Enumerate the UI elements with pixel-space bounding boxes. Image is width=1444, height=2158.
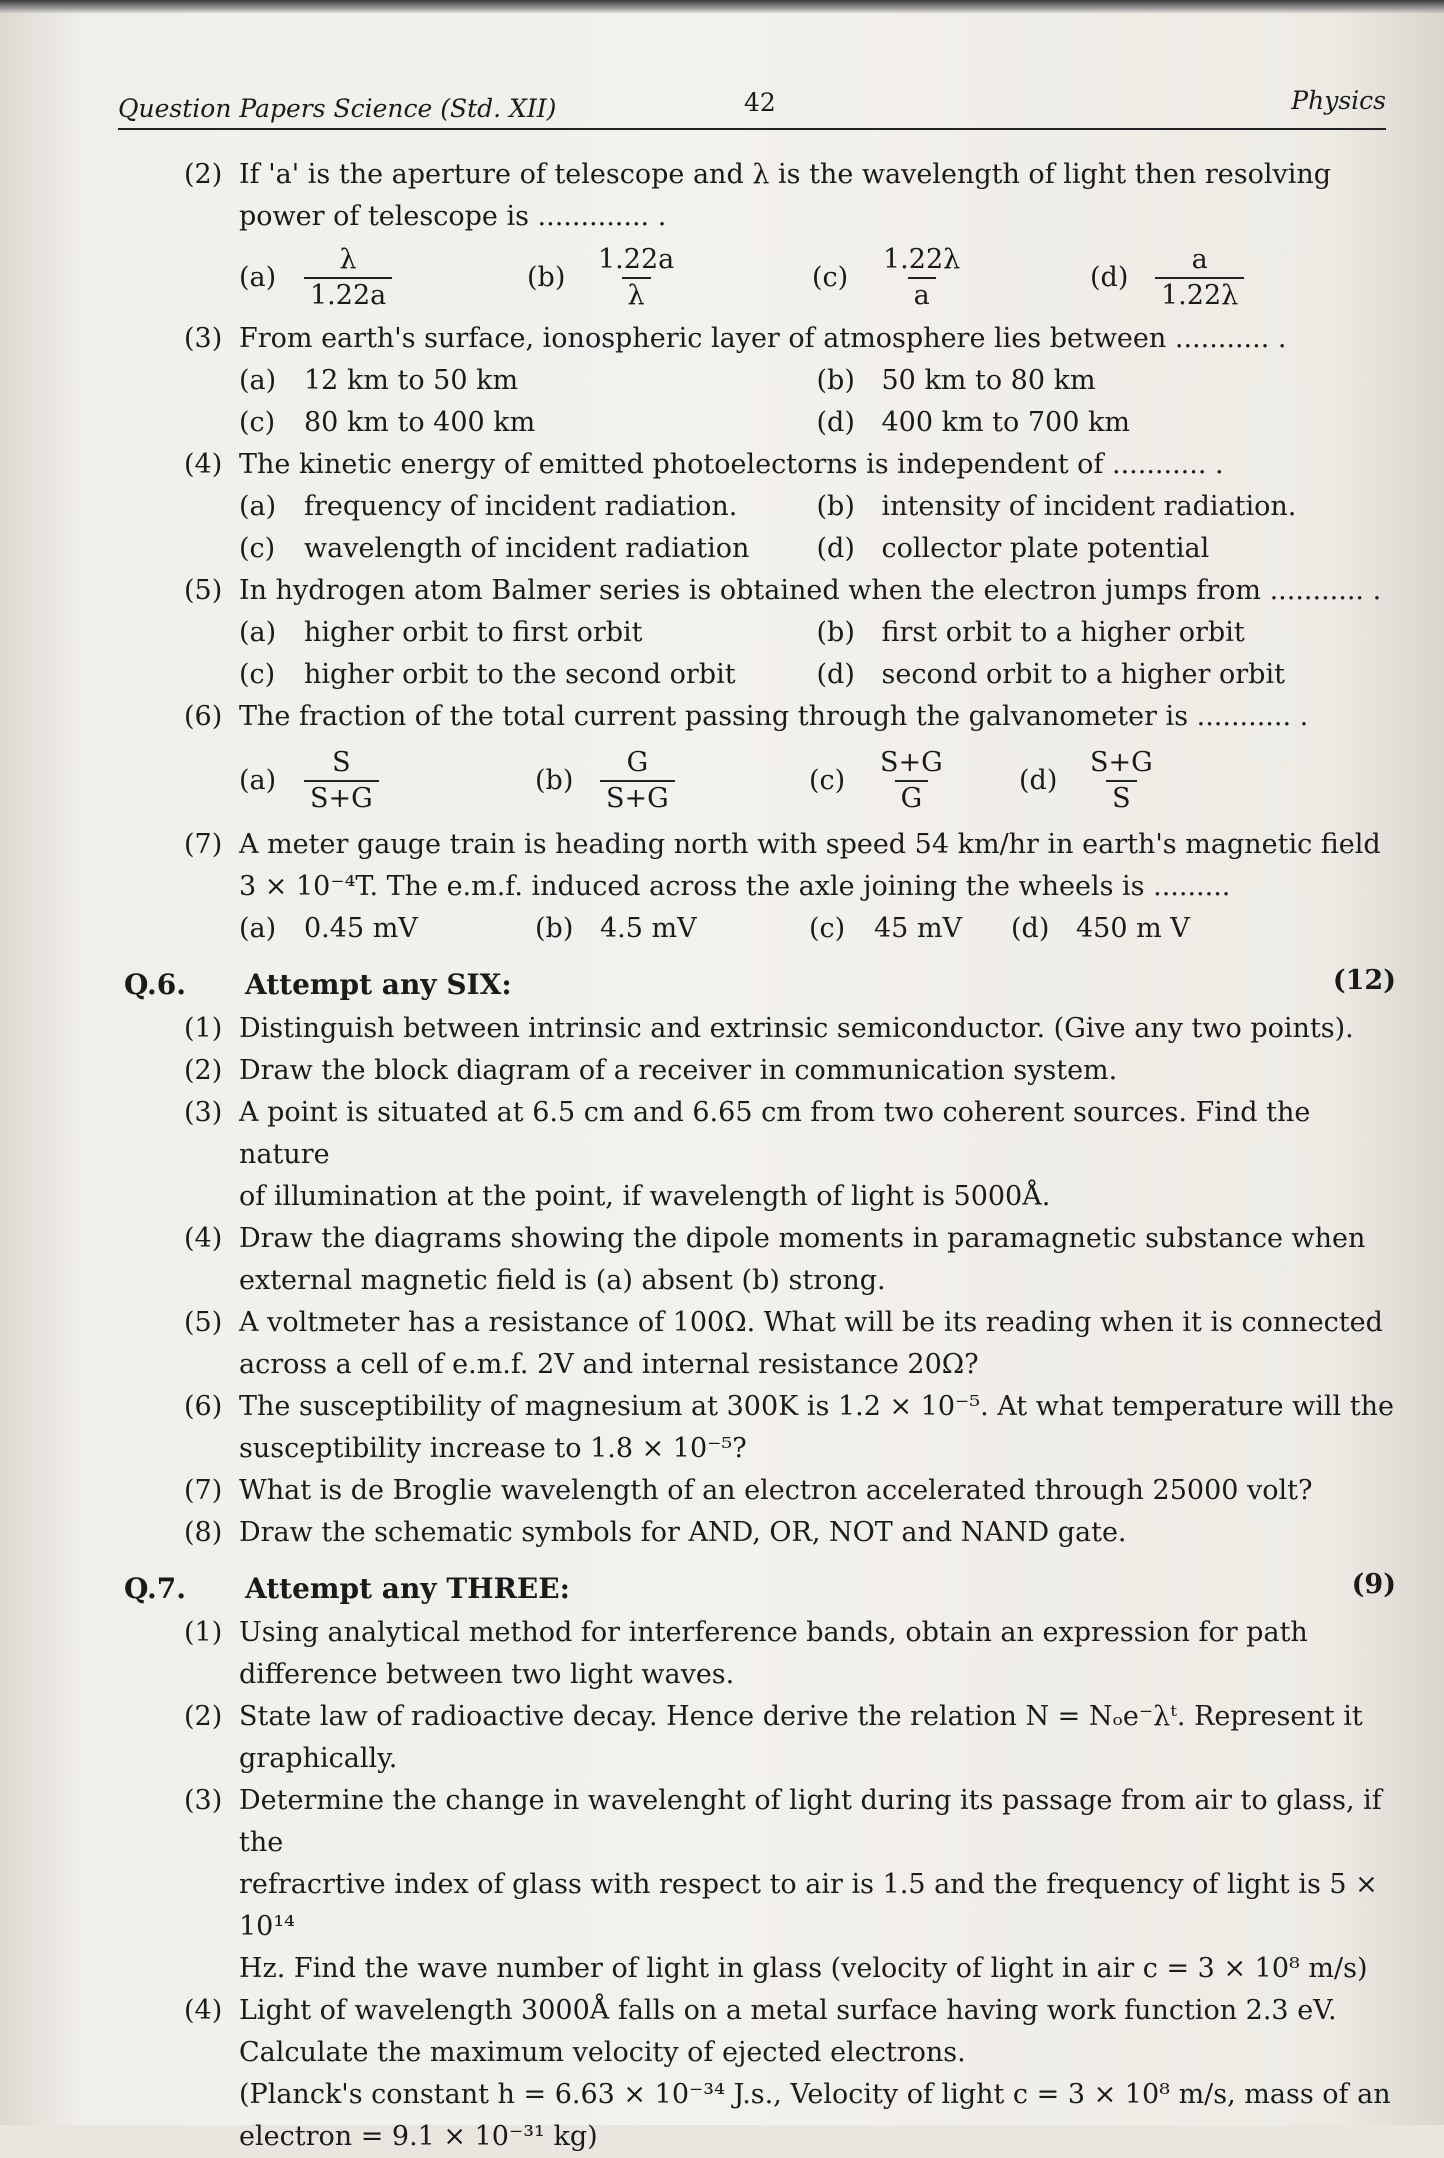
denominator: G (895, 780, 929, 816)
option (239, 654, 817, 696)
book-title: Question Papers Science (Std. XII) (118, 94, 557, 123)
item-line: A meter gauge train is heading north with speed 54 km/hr in earth's magnetic field (239, 829, 1381, 860)
question-item (184, 1780, 1394, 1990)
option-label: (d) (1011, 913, 1050, 944)
fraction-options (239, 738, 1394, 824)
option (1090, 243, 1244, 313)
option-label: (b) (527, 262, 566, 293)
section-title: Attempt any THREE: (245, 1572, 570, 1605)
denominator: λ (622, 277, 651, 313)
numerator: S+G (1090, 747, 1153, 778)
option (1019, 746, 1159, 816)
options (239, 908, 1394, 950)
question-item (184, 1470, 1394, 1512)
item-number: (2) (184, 159, 223, 190)
options (239, 486, 1394, 570)
option-text: 450 m V (1076, 913, 1190, 944)
fraction-options (239, 238, 1394, 318)
option-text: higher orbit to the second orbit (304, 659, 736, 690)
option-label: (b) (816, 365, 855, 396)
mcq-item (184, 696, 1394, 738)
mcq-item (184, 570, 1394, 612)
option-label: (c) (809, 913, 846, 944)
numerator: λ (339, 244, 357, 275)
option (527, 243, 812, 313)
item-number: (7) (184, 1475, 223, 1506)
option-text: frequency of incident radiation. (304, 491, 738, 522)
item-line: Light of wavelength 3000Å falls on a metal surface having work function 2.3 eV. (239, 1995, 1337, 2026)
item-line: Draw the block diagram of a receiver in communication system. (239, 1055, 1118, 1086)
option (239, 746, 535, 816)
option (535, 746, 809, 816)
mcq-item (184, 824, 1394, 908)
option-text: 80 km to 400 km (304, 407, 536, 438)
option-label: (b) (816, 491, 855, 522)
item-number: (1) (184, 1013, 223, 1044)
option-text: 0.45 mV (304, 913, 418, 944)
item-line: From earth's surface, ionospheric layer of atmosphere lies between ........... . (239, 323, 1287, 354)
question-item (184, 1386, 1394, 1470)
option (809, 746, 1019, 816)
item-line: power of telescope is ............. . (239, 201, 667, 232)
option (809, 908, 1011, 950)
option (239, 360, 817, 402)
item-line: State law of radioactive decay. Hence derive the relation N = Nₒe⁻λᵗ. Represent it (239, 1701, 1363, 1732)
item-line: Determine the change in wavelenght of light during its passage from air to glass, if the (239, 1785, 1382, 1858)
denominator: 1.22λ (1155, 277, 1244, 313)
option (535, 908, 809, 950)
fraction (874, 746, 949, 816)
item-line: A point is situated at 6.5 cm and 6.65 cm from two coherent sources. Find the nature (239, 1097, 1311, 1170)
option (817, 654, 1395, 696)
subject-name: Physics (1291, 86, 1386, 115)
option-label: (d) (816, 533, 855, 564)
item-line: What is de Broglie wavelength of an electron accelerated through 25000 volt? (239, 1475, 1313, 1506)
question-item (184, 1302, 1394, 1386)
question-item (184, 1612, 1394, 1696)
numerator: S+G (880, 747, 943, 778)
option-label: (c) (239, 407, 276, 438)
item-line: The susceptibility of magnesium at 300K is 1.2 × 10⁻⁵. At what temperature will the (239, 1391, 1394, 1422)
page-edge-shadow (0, 0, 1444, 14)
option-label: (a) (239, 491, 277, 522)
option-text: 4.5 mV (600, 913, 697, 944)
item-line: In hydrogen atom Balmer series is obtained when the electron jumps from ........... . (239, 575, 1382, 606)
option-label: (d) (1019, 765, 1058, 796)
option-label: (c) (239, 659, 276, 690)
denominator: S (1106, 780, 1137, 816)
item-line: across a cell of e.m.f. 2V and internal resistance 20Ω? (239, 1349, 979, 1380)
mcq-item (184, 154, 1394, 238)
option-label: (c) (239, 533, 276, 564)
item-number: (4) (184, 449, 223, 480)
question-item (184, 1008, 1394, 1050)
denominator: 1.22a (304, 277, 392, 313)
fraction (304, 746, 379, 816)
option (239, 528, 817, 570)
item-line: 3 × 10⁻⁴T. The e.m.f. induced across the axle joining the wheels is ......... (239, 871, 1231, 902)
item-number: (3) (184, 323, 223, 354)
mcq-item (184, 318, 1394, 360)
item-number: (1) (184, 1617, 223, 1648)
numerator: 1.22λ (883, 244, 961, 275)
marks: (9) (1351, 1569, 1396, 1600)
options (239, 360, 1394, 444)
option-label: (b) (535, 765, 574, 796)
option-label: (a) (239, 617, 277, 648)
option (812, 243, 1090, 313)
item-number: (5) (184, 575, 223, 606)
option-label: (a) (239, 262, 277, 293)
section-title: Attempt any SIX: (245, 968, 512, 1001)
item-line: difference between two light waves. (239, 1659, 735, 1690)
option-label: (a) (239, 765, 277, 796)
option-text: second orbit to a higher orbit (881, 659, 1285, 690)
option-text: intensity of incident radiation. (881, 491, 1297, 522)
numerator: S (332, 747, 351, 778)
fraction (1084, 746, 1159, 816)
option-text: wavelength of incident radiation (304, 533, 750, 564)
item-number: (6) (184, 701, 223, 732)
page-header (118, 84, 1386, 132)
item-line: Distinguish between intrinsic and extrinsic semiconductor. (Give any two points). (239, 1013, 1354, 1044)
item-number: (2) (184, 1055, 223, 1086)
item-line: The fraction of the total current passing through the galvanometer is ........... . (239, 701, 1309, 732)
item-number: (6) (184, 1391, 223, 1422)
item-line: Calculate the maximum velocity of ejected electrons. (239, 2037, 966, 2068)
fraction (1155, 243, 1244, 313)
fraction (592, 243, 680, 313)
section-heading-q6 (118, 962, 1394, 1008)
item-number: (4) (184, 1223, 223, 1254)
item-line: (Planck's constant h = 6.63 × 10⁻³⁴ J.s., Velocity of light c = 3 × 10⁸ m/s, mass of an (239, 2079, 1391, 2110)
option (817, 612, 1395, 654)
option-label: (c) (812, 262, 849, 293)
mcq-item (184, 444, 1394, 486)
item-line: The kinetic energy of emitted photoelectorns is independent of ........... . (239, 449, 1224, 480)
question-item (184, 1218, 1394, 1302)
option-label: (b) (535, 913, 574, 944)
option-label: (d) (1090, 262, 1129, 293)
option-label: (a) (239, 365, 277, 396)
denominator: a (908, 277, 936, 313)
option (239, 402, 817, 444)
option (817, 360, 1395, 402)
option-text: 400 km to 700 km (881, 407, 1130, 438)
item-line: refracrtive index of glass with respect to air is 1.5 and the frequency of light is 5 × 10¹⁴ (239, 1869, 1378, 1942)
item-number: (4) (184, 1995, 223, 2026)
item-line: electron = 9.1 × 10⁻³¹ kg) (239, 2121, 598, 2152)
question-number: Q.7. (124, 1572, 186, 1605)
option-text: higher orbit to first orbit (304, 617, 643, 648)
item-line: of illumination at the point, if wavelength of light is 5000Å. (239, 1181, 1051, 1212)
option-label: (a) (239, 913, 277, 944)
option (1011, 908, 1190, 950)
option-label: (d) (816, 659, 855, 690)
question-content (118, 140, 1394, 2158)
item-number: (8) (184, 1517, 223, 1548)
item-number: (3) (184, 1097, 223, 1128)
option (817, 486, 1395, 528)
option (239, 486, 817, 528)
item-number: (7) (184, 829, 223, 860)
numerator: a (1191, 244, 1208, 275)
item-line: A voltmeter has a resistance of 100Ω. What will be its reading when it is connected (239, 1307, 1383, 1338)
item-number: (3) (184, 1785, 223, 1816)
option (239, 243, 527, 313)
question-item (184, 1512, 1394, 1554)
item-line: susceptibility increase to 1.8 × 10⁻⁵? (239, 1433, 747, 1464)
denominator: S+G (600, 780, 675, 816)
item-line: Draw the schematic symbols for AND, OR, NOT and NAND gate. (239, 1517, 1127, 1548)
option-text: 45 mV (874, 913, 963, 944)
item-line: If 'a' is the aperture of telescope and λ is the wavelength of light then resolving (239, 159, 1332, 190)
numerator: 1.22a (598, 244, 675, 275)
option-label: (d) (816, 407, 855, 438)
option-label: (c) (809, 765, 846, 796)
item-number: (2) (184, 1701, 223, 1732)
item-line: external magnetic field is (a) absent (b) strong. (239, 1265, 886, 1296)
question-item (184, 1696, 1394, 1780)
header-rule (118, 128, 1386, 130)
option-text: 12 km to 50 km (304, 365, 519, 396)
marks: (12) (1332, 965, 1396, 996)
fraction (877, 243, 966, 313)
item-line: Draw the diagrams showing the dipole moments in paramagnetic substance when (239, 1223, 1366, 1254)
option-text: first orbit to a higher orbit (881, 617, 1245, 648)
option-text: 50 km to 80 km (881, 365, 1096, 396)
option (239, 612, 817, 654)
question-item (184, 1092, 1394, 1218)
page-number: 42 (744, 88, 776, 117)
item-line: graphically. (239, 1743, 398, 1774)
question-item (184, 1050, 1394, 1092)
item-line: Using analytical method for interference bands, obtain an expression for path (239, 1617, 1308, 1648)
section-heading-q7 (118, 1566, 1394, 1612)
option (817, 528, 1395, 570)
question-number: Q.6. (124, 968, 186, 1001)
numerator: G (626, 747, 649, 778)
options (239, 612, 1394, 696)
option (239, 908, 535, 950)
fraction (600, 746, 675, 816)
option (817, 402, 1395, 444)
option-text: collector plate potential (881, 533, 1210, 564)
fraction (304, 243, 392, 313)
item-line: Hz. Find the wave number of light in glass (velocity of light in air c = 3 × 10⁸ m/s) (239, 1953, 1368, 1984)
option-label: (b) (816, 617, 855, 648)
denominator: S+G (304, 780, 379, 816)
item-number: (5) (184, 1307, 223, 1338)
question-item (184, 1990, 1394, 2158)
